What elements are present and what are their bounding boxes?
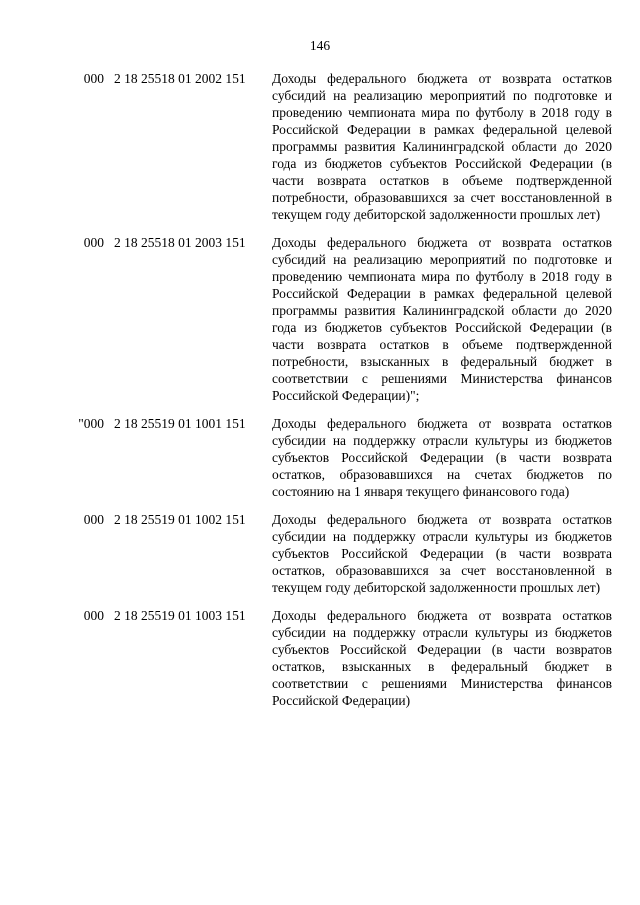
revenue-code: 2 18 25519 01 1002 151 — [114, 512, 246, 527]
admin-code: 000 — [83, 608, 104, 623]
admin-code: 000 — [83, 235, 104, 250]
table-row — [0, 511, 640, 596]
table-row — [0, 607, 640, 709]
revenue-description: Доходы федерального бюджета от возврата остатков субсидии на поддержку отрасли культуры из бюджетов субъектов Российской Федерации (в части возвратов остатков, взысканных в федеральный бюджет в соответствии с решениями Министерства финансов Российской Федерации) — [272, 608, 612, 708]
admin-code: 000 — [83, 71, 104, 86]
admin-code: "000 — [78, 416, 104, 431]
revenue-description: Доходы федерального бюджета от возврата остатков субсидии на поддержку отрасли культуры из бюджетов субъектов Российской Федерации (в части возврата остатков, образовавшихся на счетах бюджетов по состоянию на 1 января текущего финансового года) — [272, 416, 612, 499]
revenue-code: 2 18 25518 01 2002 151 — [114, 71, 246, 86]
revenue-code: 2 18 25519 01 1001 151 — [114, 416, 246, 431]
revenue-description: Доходы федерального бюджета от возврата остатков субсидии на поддержку отрасли культуры из бюджетов субъектов Российской Федерации (в части возврата остатков, образовавшихся за счет восстановленной в текущем году дебиторской задолженности прошлых лет) — [272, 512, 612, 595]
table-row — [0, 234, 640, 404]
page-number: 146 — [309, 38, 331, 53]
revenue-description: Доходы федерального бюджета от возврата остатков субсидий на реализацию мероприятий по подготовке и проведению чемпионата мира по футболу в 2018 году в Российской Федерации в рамках федеральной целевой программы развития Калининградской области до 2020 года из бюджетов субъектов Российской Федерации (в части возврата остатков в объеме подтвержденной потребности, образовавшихся за счет восстановленной в текущем году дебиторской задолженности прошлых лет) — [272, 71, 612, 222]
revenue-code: 2 18 25519 01 1003 151 — [114, 608, 246, 623]
revenue-code: 2 18 25518 01 2003 151 — [114, 235, 246, 250]
classification-table — [0, 70, 640, 720]
table-row — [0, 415, 640, 500]
table-row — [0, 70, 640, 223]
admin-code: 000 — [83, 512, 104, 527]
revenue-description: Доходы федерального бюджета от возврата остатков субсидий на реализацию мероприятий по подготовке и проведению чемпионата мира по футболу в 2018 году в Российской Федерации в рамках федеральной целевой программы развития Калининградской области до 2020 года из бюджетов субъектов Российской Федерации (в части возврата остатков в объеме подтвержденной потребности, взысканных в федеральный бюджет в соответствии с решениями Министерства финансов Российской Федерации)"; — [272, 235, 612, 403]
